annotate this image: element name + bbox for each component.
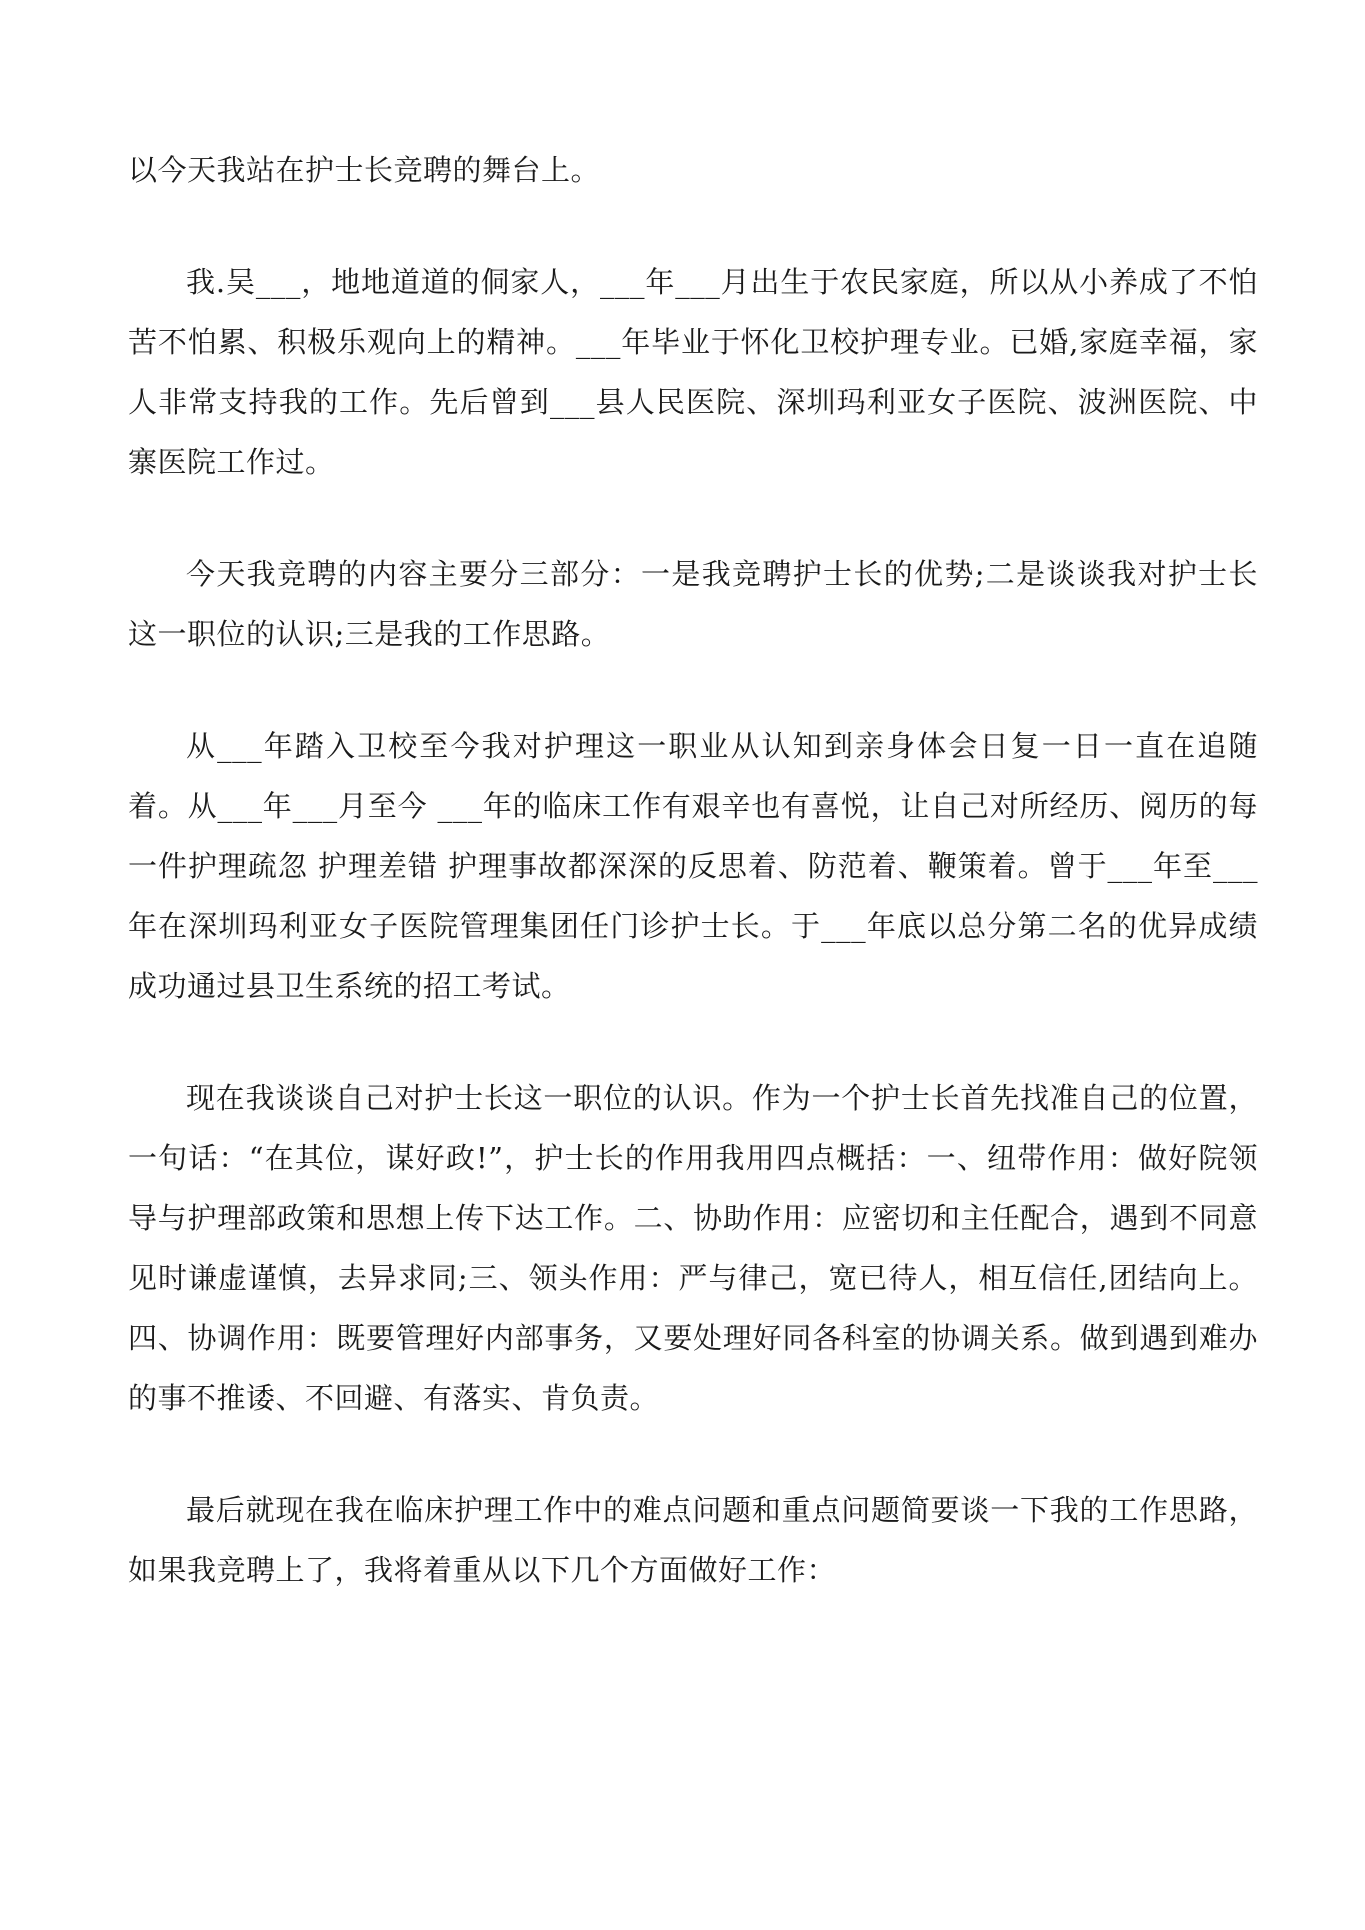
paragraph-6: 最后就现在我在临床护理工作中的难点问题和重点问题简要谈一下我的工作思路，如果我竞聘上了，我将着重从以下几个方面做好工作： bbox=[128, 1493, 1258, 1587]
document-body bbox=[128, 140, 1258, 1652]
paragraph-1: 以今天我站在护士长竞聘的舞台上。 bbox=[128, 153, 601, 187]
paragraph-2: 我.吴___，地地道道的侗家人，___年___月出生于农民家庭，所以从小养成了不怕苦不怕累、积极乐观向上的精神。___年毕业于怀化卫校护理专业。已婚,家庭幸福，家人非常支持我的工作。先后曾到___县人民医院、深圳玛利亚女子医院、波洲医院、中寨医院工作过。 bbox=[128, 265, 1258, 479]
paragraph-3: 今天我竞聘的内容主要分三部分：一是我竞聘护士长的优势;二是谈谈我对护士长这一职位的认识;三是我的工作思路。 bbox=[128, 557, 1258, 651]
paragraph-5: 现在我谈谈自己对护士长这一职位的认识。作为一个护士长首先找准自己的位置，一句话：“在其位，谋好政!”，护士长的作用我用四点概括：一、纽带作用：做好院领导与护理部政策和思想上传下达工作。二、协助作用：应密切和主任配合，遇到不同意见时谦虚谨慎，去异求同;三、领头作用：严与律己，宽已待人，相互信任,团结向上。四、协调作用：既要管理好内部事务，又要处理好同各科室的协调关系。做到遇到难办的事不推诿、不回避、有落实、肯负责。 bbox=[128, 1081, 1258, 1415]
paragraph-4: 从___年踏入卫校至今我对护理这一职业从认知到亲身体会日复一日一直在追随着。从___年___月至今 ___年的临床工作有艰辛也有喜悦，让自己对所经历、阅历的每一件护理疏忽 护理差错 护理事故都深深的反思着、防范着、鞭策着。曾于___年至___年在深圳玛利亚女子医院管理集团任门诊护士长。于___年底以总分第二名的优异成绩成功通过县卫生系统的招工考试。 bbox=[128, 729, 1258, 1003]
